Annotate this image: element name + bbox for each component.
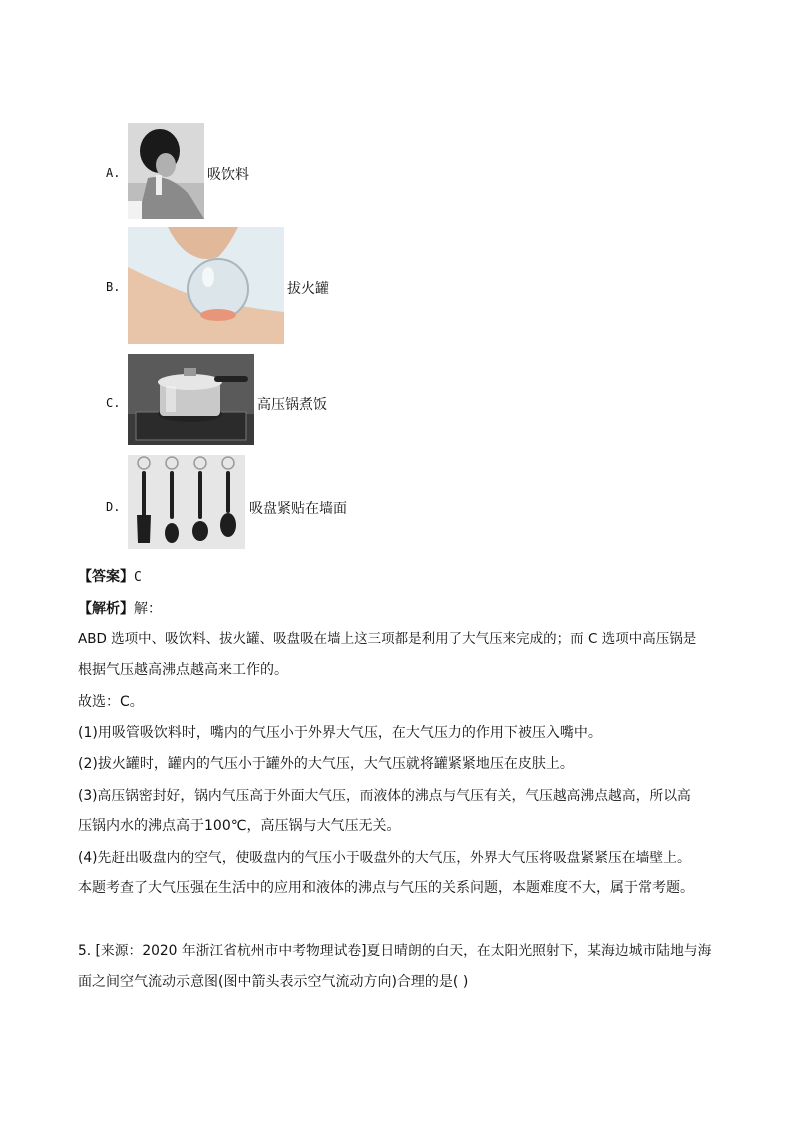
analysis-summary: 本题考查了大气压强在生活中的应用和液体的沸点与气压的关系问题，本题难度不大，属于常考题。 [78, 880, 694, 896]
question-5-line1: 5. [来源：2020 年浙江省杭州市中考物理试卷]夏日晴朗的白天，在太阳光照射下，某海边城市陆地与海 [78, 943, 712, 959]
analysis-choice: 故选：C。 [78, 694, 144, 710]
analysis-point-3-line2: 压锅内水的沸点高于100℃，高压锅与大气压无关。 [78, 818, 401, 834]
answer-line [78, 566, 142, 586]
analysis-point-2: (2)拔火罐时，罐内的气压小于罐外的大气压，大气压就将罐紧紧地压在皮肤上。 [78, 756, 574, 772]
option-d-text: 吸盘紧贴在墙面 [249, 501, 347, 517]
analysis-label: 【解析】 [78, 601, 134, 617]
question-5-line2: 面之间空气流动示意图(图中箭头表示空气流动方向)合理的是( ) [78, 974, 469, 990]
pressure-cooker-photo [128, 354, 254, 445]
option-d-letter: D. [106, 500, 121, 514]
person-drinking-photo [128, 123, 204, 219]
option-a-letter: A. [106, 166, 121, 180]
analysis-point-4: (4)先赶出吸盘内的空气，使吸盘内的气压小于吸盘外的大气压，外界大气压将吸盘紧紧压在墙壁上。 [78, 850, 691, 866]
analysis-intro: 解： [134, 601, 162, 617]
option-c-letter: C. [106, 396, 121, 410]
option-b-text: 拔火罐 [287, 281, 329, 297]
option-c-text: 高压锅煮饭 [257, 397, 327, 413]
answer-label: 【答案】 [78, 569, 134, 585]
analysis-point-1: (1)用吸管吸饮料时，嘴内的气压小于外界大气压，在大气压力的作用下被压入嘴中。 [78, 725, 602, 741]
cupping-jar-photo [128, 227, 284, 344]
suction-hooks-photo [128, 455, 245, 549]
analysis-heading [78, 598, 162, 618]
analysis-para1-line2: 根据气压越高沸点越高来工作的。 [78, 662, 288, 678]
analysis-para1-line1: ABD 选项中、吸饮料、拔火罐、吸盘吸在墙上这三项都是利用了大气压来完成的；而 C 选项中高压锅是 [78, 631, 697, 647]
answer-value: C [134, 570, 142, 585]
option-b-letter: B. [106, 280, 121, 294]
analysis-point-3-line1: (3)高压锅密封好，锅内气压高于外面大气压，而液体的沸点与气压有关，气压越高沸点越高，所以高 [78, 788, 691, 804]
option-a-text: 吸饮料 [207, 167, 249, 183]
